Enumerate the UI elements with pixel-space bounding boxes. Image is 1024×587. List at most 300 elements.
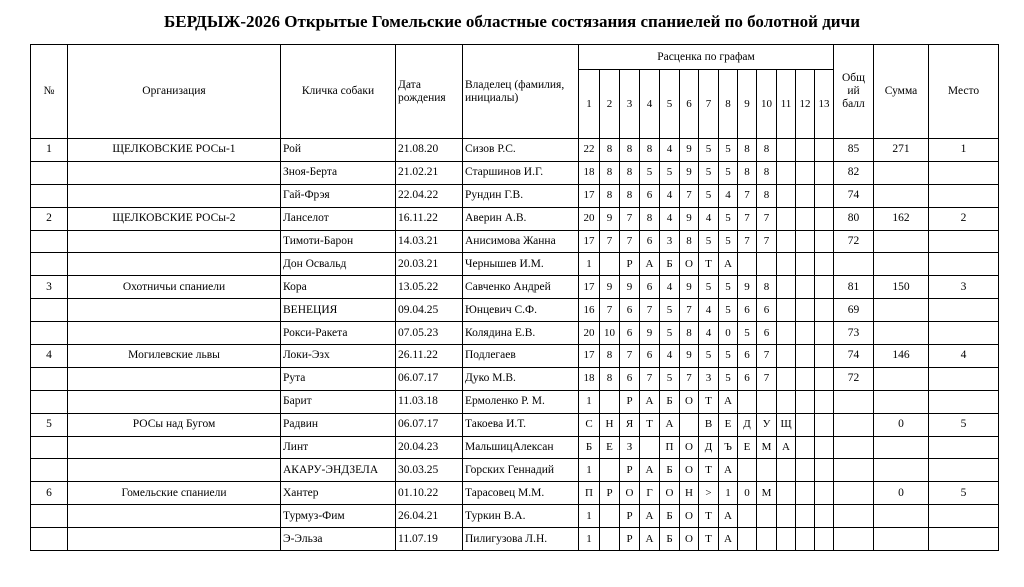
cell-score: 6 — [640, 276, 660, 299]
cell-score — [738, 528, 757, 551]
cell-score — [757, 390, 777, 413]
cell-owner: Аверин А.В. — [463, 207, 579, 230]
cell-owner: Сизов Р.С. — [463, 139, 579, 162]
cell-score — [738, 505, 757, 528]
cell-score — [777, 276, 796, 299]
cell-total: 73 — [834, 322, 874, 345]
cell-dob: 30.03.25 — [396, 459, 463, 482]
score-col-header: 12 — [796, 70, 815, 139]
cell-place: 5 — [929, 482, 999, 505]
table-row — [31, 436, 999, 459]
cell-score: 7 — [757, 367, 777, 390]
cell-score: 4 — [660, 184, 680, 207]
cell-score: А — [719, 253, 738, 276]
cell-total: 72 — [834, 230, 874, 253]
cell-org — [68, 459, 281, 482]
cell-score: 4 — [699, 207, 719, 230]
cell-score — [757, 528, 777, 551]
cell-score: 8 — [620, 161, 640, 184]
cell-sum: 146 — [874, 345, 929, 368]
cell-score: А — [719, 528, 738, 551]
cell-dob: 06.07.17 — [396, 413, 463, 436]
cell-sum — [874, 367, 929, 390]
cell-score — [600, 390, 620, 413]
cell-score: 7 — [620, 345, 640, 368]
cell-org — [68, 161, 281, 184]
col-header-dob — [396, 45, 463, 139]
cell-score — [796, 367, 815, 390]
cell-score — [600, 528, 620, 551]
cell-score: 4 — [719, 184, 738, 207]
cell-score: 5 — [660, 299, 680, 322]
cell-sum — [874, 322, 929, 345]
cell-dob: 26.04.21 — [396, 505, 463, 528]
cell-place: 1 — [929, 139, 999, 162]
cell-num — [31, 505, 68, 528]
cell-score: Е — [600, 436, 620, 459]
cell-score: 1 — [579, 528, 600, 551]
total-line1: Общ — [841, 72, 865, 84]
cell-place — [929, 230, 999, 253]
cell-score: Н — [600, 413, 620, 436]
cell-owner: Ермоленко Р. М. — [463, 390, 579, 413]
cell-owner: Анисимова Жанна — [463, 230, 579, 253]
cell-score: 8 — [640, 139, 660, 162]
cell-score: 6 — [620, 299, 640, 322]
cell-score: Б — [660, 390, 680, 413]
cell-score: А — [640, 253, 660, 276]
cell-score: 5 — [719, 230, 738, 253]
cell-place — [929, 367, 999, 390]
cell-score — [815, 482, 834, 505]
cell-dog: Зноя-Берта — [281, 161, 396, 184]
table-row — [31, 230, 999, 253]
score-col-header: 6 — [680, 70, 699, 139]
cell-owner: Горских Геннадий — [463, 459, 579, 482]
cell-score: 6 — [757, 322, 777, 345]
cell-score: Р — [620, 390, 640, 413]
table-row — [31, 413, 999, 436]
cell-score: Я — [620, 413, 640, 436]
cell-score — [600, 253, 620, 276]
cell-score: 7 — [738, 184, 757, 207]
cell-sum — [874, 505, 929, 528]
cell-score: 5 — [719, 299, 738, 322]
cell-dog: Турмуз-Фим — [281, 505, 396, 528]
cell-score — [600, 505, 620, 528]
score-col-header: 9 — [738, 70, 757, 139]
cell-score — [777, 505, 796, 528]
cell-score: 8 — [757, 276, 777, 299]
cell-score: 7 — [620, 207, 640, 230]
cell-score — [777, 390, 796, 413]
cell-org — [68, 436, 281, 459]
cell-score: 4 — [660, 276, 680, 299]
cell-score — [815, 253, 834, 276]
col-header-place: Место — [929, 45, 999, 139]
cell-sum — [874, 253, 929, 276]
cell-score: Р — [600, 482, 620, 505]
cell-num: 3 — [31, 276, 68, 299]
cell-org — [68, 390, 281, 413]
cell-dob: 21.02.21 — [396, 161, 463, 184]
cell-score — [815, 299, 834, 322]
cell-place — [929, 505, 999, 528]
cell-score: 18 — [579, 161, 600, 184]
cell-score: 6 — [738, 345, 757, 368]
cell-score: 5 — [660, 322, 680, 345]
table-row — [31, 184, 999, 207]
cell-score: 17 — [579, 184, 600, 207]
cell-score: 5 — [699, 276, 719, 299]
scores-group-header: Расценка по графам — [579, 45, 834, 70]
cell-score — [815, 436, 834, 459]
cell-score: 6 — [620, 322, 640, 345]
cell-dob: 20.04.23 — [396, 436, 463, 459]
cell-org: ЩЕЛКОВСКИЕ РОСы-1 — [68, 139, 281, 162]
cell-org — [68, 230, 281, 253]
cell-score: Р — [620, 528, 640, 551]
cell-score: 4 — [699, 299, 719, 322]
cell-score: А — [640, 528, 660, 551]
cell-score: 7 — [738, 207, 757, 230]
cell-num: 4 — [31, 345, 68, 368]
cell-score: 20 — [579, 322, 600, 345]
cell-owner: Рундин Г.В. — [463, 184, 579, 207]
cell-score: О — [620, 482, 640, 505]
col-header-org: Организация — [68, 45, 281, 139]
cell-dog: ВЕНЕЦИЯ — [281, 299, 396, 322]
cell-dog: Барит — [281, 390, 396, 413]
cell-score: Б — [660, 253, 680, 276]
cell-score: 1 — [579, 253, 600, 276]
cell-owner: Подлегаев — [463, 345, 579, 368]
score-col-header: 2 — [600, 70, 620, 139]
cell-score: Р — [620, 253, 640, 276]
cell-dog: Э-Эльза — [281, 528, 396, 551]
cell-score — [777, 161, 796, 184]
cell-score: 8 — [680, 322, 699, 345]
cell-score: Т — [699, 459, 719, 482]
score-col-header: 5 — [660, 70, 680, 139]
cell-score — [777, 299, 796, 322]
col-header-owner — [463, 45, 579, 139]
cell-num — [31, 436, 68, 459]
cell-score: О — [680, 390, 699, 413]
cell-sum — [874, 528, 929, 551]
cell-score: Р — [620, 505, 640, 528]
cell-sum — [874, 436, 929, 459]
col-header-total — [834, 45, 874, 139]
cell-score — [777, 367, 796, 390]
cell-score — [815, 230, 834, 253]
cell-score — [796, 139, 815, 162]
cell-score: Т — [640, 413, 660, 436]
table-row — [31, 367, 999, 390]
cell-score: А — [640, 459, 660, 482]
cell-sum: 162 — [874, 207, 929, 230]
cell-score: М — [757, 436, 777, 459]
cell-score — [815, 207, 834, 230]
cell-score: 1 — [579, 459, 600, 482]
cell-score: У — [757, 413, 777, 436]
col-header-dog: Кличка собаки — [281, 45, 396, 139]
table-row — [31, 161, 999, 184]
cell-sum — [874, 390, 929, 413]
cell-score — [796, 459, 815, 482]
cell-score: 5 — [699, 184, 719, 207]
cell-score: 4 — [699, 322, 719, 345]
score-col-header: 10 — [757, 70, 777, 139]
cell-score: 9 — [680, 139, 699, 162]
cell-score: 9 — [738, 276, 757, 299]
cell-org: Могилевские львы — [68, 345, 281, 368]
cell-score: О — [660, 482, 680, 505]
cell-score: 7 — [620, 230, 640, 253]
cell-score: 1 — [579, 505, 600, 528]
cell-score: 7 — [757, 230, 777, 253]
cell-score: 8 — [600, 367, 620, 390]
cell-owner: Дуко М.В. — [463, 367, 579, 390]
score-col-header: 7 — [699, 70, 719, 139]
cell-score: Д — [699, 436, 719, 459]
cell-score: 8 — [620, 139, 640, 162]
cell-score: Б — [660, 459, 680, 482]
cell-score: 4 — [660, 345, 680, 368]
cell-dob: 07.05.23 — [396, 322, 463, 345]
cell-score — [796, 184, 815, 207]
cell-score: 7 — [640, 299, 660, 322]
cell-place: 4 — [929, 345, 999, 368]
cell-score: 16 — [579, 299, 600, 322]
cell-total — [834, 436, 874, 459]
cell-num — [31, 528, 68, 551]
cell-score: 17 — [579, 230, 600, 253]
owner-line1: Владелец (фамилия, — [465, 78, 565, 91]
cell-score: 8 — [600, 161, 620, 184]
cell-score — [777, 345, 796, 368]
cell-owner: Савченко Андрей — [463, 276, 579, 299]
cell-place: 5 — [929, 413, 999, 436]
cell-score: Ъ — [719, 436, 738, 459]
cell-org: ЩЕЛКОВСКИЕ РОСы-2 — [68, 207, 281, 230]
col-header-sum: Сумма — [874, 45, 929, 139]
cell-score — [796, 413, 815, 436]
table-row — [31, 505, 999, 528]
cell-score — [738, 253, 757, 276]
cell-owner: Туркин В.А. — [463, 505, 579, 528]
cell-num — [31, 390, 68, 413]
cell-owner: Такоева И.Т. — [463, 413, 579, 436]
cell-score: З — [620, 436, 640, 459]
cell-num: 2 — [31, 207, 68, 230]
cell-score: 5 — [719, 161, 738, 184]
cell-score: Р — [620, 459, 640, 482]
cell-score — [777, 139, 796, 162]
cell-score — [815, 184, 834, 207]
cell-score: А — [640, 505, 660, 528]
cell-score: 0 — [719, 322, 738, 345]
cell-org — [68, 322, 281, 345]
cell-score: 5 — [660, 367, 680, 390]
cell-dog: Рой — [281, 139, 396, 162]
cell-dob: 09.04.25 — [396, 299, 463, 322]
cell-score: Т — [699, 528, 719, 551]
cell-score: 9 — [680, 276, 699, 299]
cell-score: 0 — [738, 482, 757, 505]
cell-total — [834, 390, 874, 413]
cell-score: 4 — [660, 207, 680, 230]
cell-place — [929, 528, 999, 551]
cell-score: 7 — [680, 299, 699, 322]
cell-score: 8 — [640, 207, 660, 230]
cell-score — [777, 230, 796, 253]
cell-score: 7 — [757, 207, 777, 230]
cell-score — [815, 459, 834, 482]
cell-place: 2 — [929, 207, 999, 230]
cell-sum: 271 — [874, 139, 929, 162]
table-row — [31, 459, 999, 482]
cell-score — [757, 459, 777, 482]
cell-place — [929, 390, 999, 413]
cell-score: А — [777, 436, 796, 459]
cell-owner: Чернышев И.М. — [463, 253, 579, 276]
cell-score — [815, 322, 834, 345]
cell-dog: Гай-Фрэя — [281, 184, 396, 207]
cell-num — [31, 161, 68, 184]
cell-score: 8 — [600, 345, 620, 368]
cell-score: 8 — [757, 139, 777, 162]
owner-line2: инициалы) — [465, 91, 519, 104]
cell-place — [929, 299, 999, 322]
table-row — [31, 528, 999, 551]
cell-dog: Локи-Эзх — [281, 345, 396, 368]
cell-score: Б — [660, 528, 680, 551]
cell-total: 72 — [834, 367, 874, 390]
cell-score: О — [680, 436, 699, 459]
cell-score: Б — [579, 436, 600, 459]
cell-score — [796, 482, 815, 505]
cell-score: Е — [719, 413, 738, 436]
table-row — [31, 322, 999, 345]
cell-score: А — [719, 390, 738, 413]
cell-score: 3 — [699, 367, 719, 390]
cell-score: Т — [699, 505, 719, 528]
cell-total — [834, 253, 874, 276]
cell-num: 1 — [31, 139, 68, 162]
cell-score: 5 — [699, 345, 719, 368]
table-row — [31, 299, 999, 322]
cell-score: 10 — [600, 322, 620, 345]
cell-score — [796, 528, 815, 551]
dob-line1: Дата — [398, 78, 421, 91]
cell-sum — [874, 299, 929, 322]
cell-total — [834, 413, 874, 436]
cell-org — [68, 299, 281, 322]
cell-score: 6 — [620, 367, 640, 390]
cell-score: 9 — [600, 276, 620, 299]
page-title: БЕРДЫЖ-2026 Открытые Гомельские областные состязания спаниелей по болотной дичи — [164, 12, 860, 31]
cell-score: О — [680, 505, 699, 528]
cell-score: 8 — [680, 230, 699, 253]
cell-dob: 01.10.22 — [396, 482, 463, 505]
cell-num — [31, 459, 68, 482]
cell-score: > — [699, 482, 719, 505]
cell-score: П — [660, 436, 680, 459]
cell-dog: Ланселот — [281, 207, 396, 230]
cell-place — [929, 436, 999, 459]
cell-score: 9 — [680, 207, 699, 230]
cell-score: 4 — [660, 139, 680, 162]
cell-score: М — [757, 482, 777, 505]
total-line3: балл — [842, 98, 865, 110]
cell-score: 8 — [600, 184, 620, 207]
cell-dob: 26.11.22 — [396, 345, 463, 368]
cell-dog: Радвин — [281, 413, 396, 436]
cell-owner: Пилигузова Л.Н. — [463, 528, 579, 551]
score-col-header: 4 — [640, 70, 660, 139]
cell-score: 9 — [640, 322, 660, 345]
cell-dog: АКАРУ-ЭНДЗЕЛА — [281, 459, 396, 482]
cell-score — [738, 459, 757, 482]
cell-score: 6 — [640, 230, 660, 253]
cell-score: 22 — [579, 139, 600, 162]
cell-score — [815, 413, 834, 436]
cell-score: 7 — [757, 345, 777, 368]
cell-dog: Линт — [281, 436, 396, 459]
cell-score: 18 — [579, 367, 600, 390]
cell-score: 20 — [579, 207, 600, 230]
cell-score: 8 — [620, 184, 640, 207]
cell-score: 5 — [719, 345, 738, 368]
cell-score: 5 — [699, 161, 719, 184]
cell-score — [796, 253, 815, 276]
cell-place — [929, 459, 999, 482]
cell-sum — [874, 161, 929, 184]
cell-score — [815, 345, 834, 368]
cell-score: 17 — [579, 276, 600, 299]
cell-score — [815, 139, 834, 162]
cell-score: 5 — [719, 207, 738, 230]
cell-score — [815, 276, 834, 299]
cell-score — [777, 322, 796, 345]
cell-score — [815, 390, 834, 413]
cell-score — [777, 207, 796, 230]
table-row — [31, 345, 999, 368]
cell-score: А — [719, 505, 738, 528]
cell-dob: 13.05.22 — [396, 276, 463, 299]
cell-total: 74 — [834, 184, 874, 207]
cell-score: Г — [640, 482, 660, 505]
cell-score: 5 — [738, 322, 757, 345]
cell-score: 5 — [719, 139, 738, 162]
cell-total — [834, 459, 874, 482]
cell-sum — [874, 230, 929, 253]
score-col-header: 13 — [815, 70, 834, 139]
cell-owner: МальшицАлексан — [463, 436, 579, 459]
cell-score — [815, 528, 834, 551]
cell-score: О — [680, 459, 699, 482]
cell-total: 82 — [834, 161, 874, 184]
table-row — [31, 276, 999, 299]
cell-sum: 0 — [874, 413, 929, 436]
cell-org: Гомельские спаниели — [68, 482, 281, 505]
cell-score: 3 — [660, 230, 680, 253]
cell-score: 5 — [640, 161, 660, 184]
cell-score: С — [579, 413, 600, 436]
cell-score: 5 — [660, 161, 680, 184]
cell-score: 7 — [738, 230, 757, 253]
